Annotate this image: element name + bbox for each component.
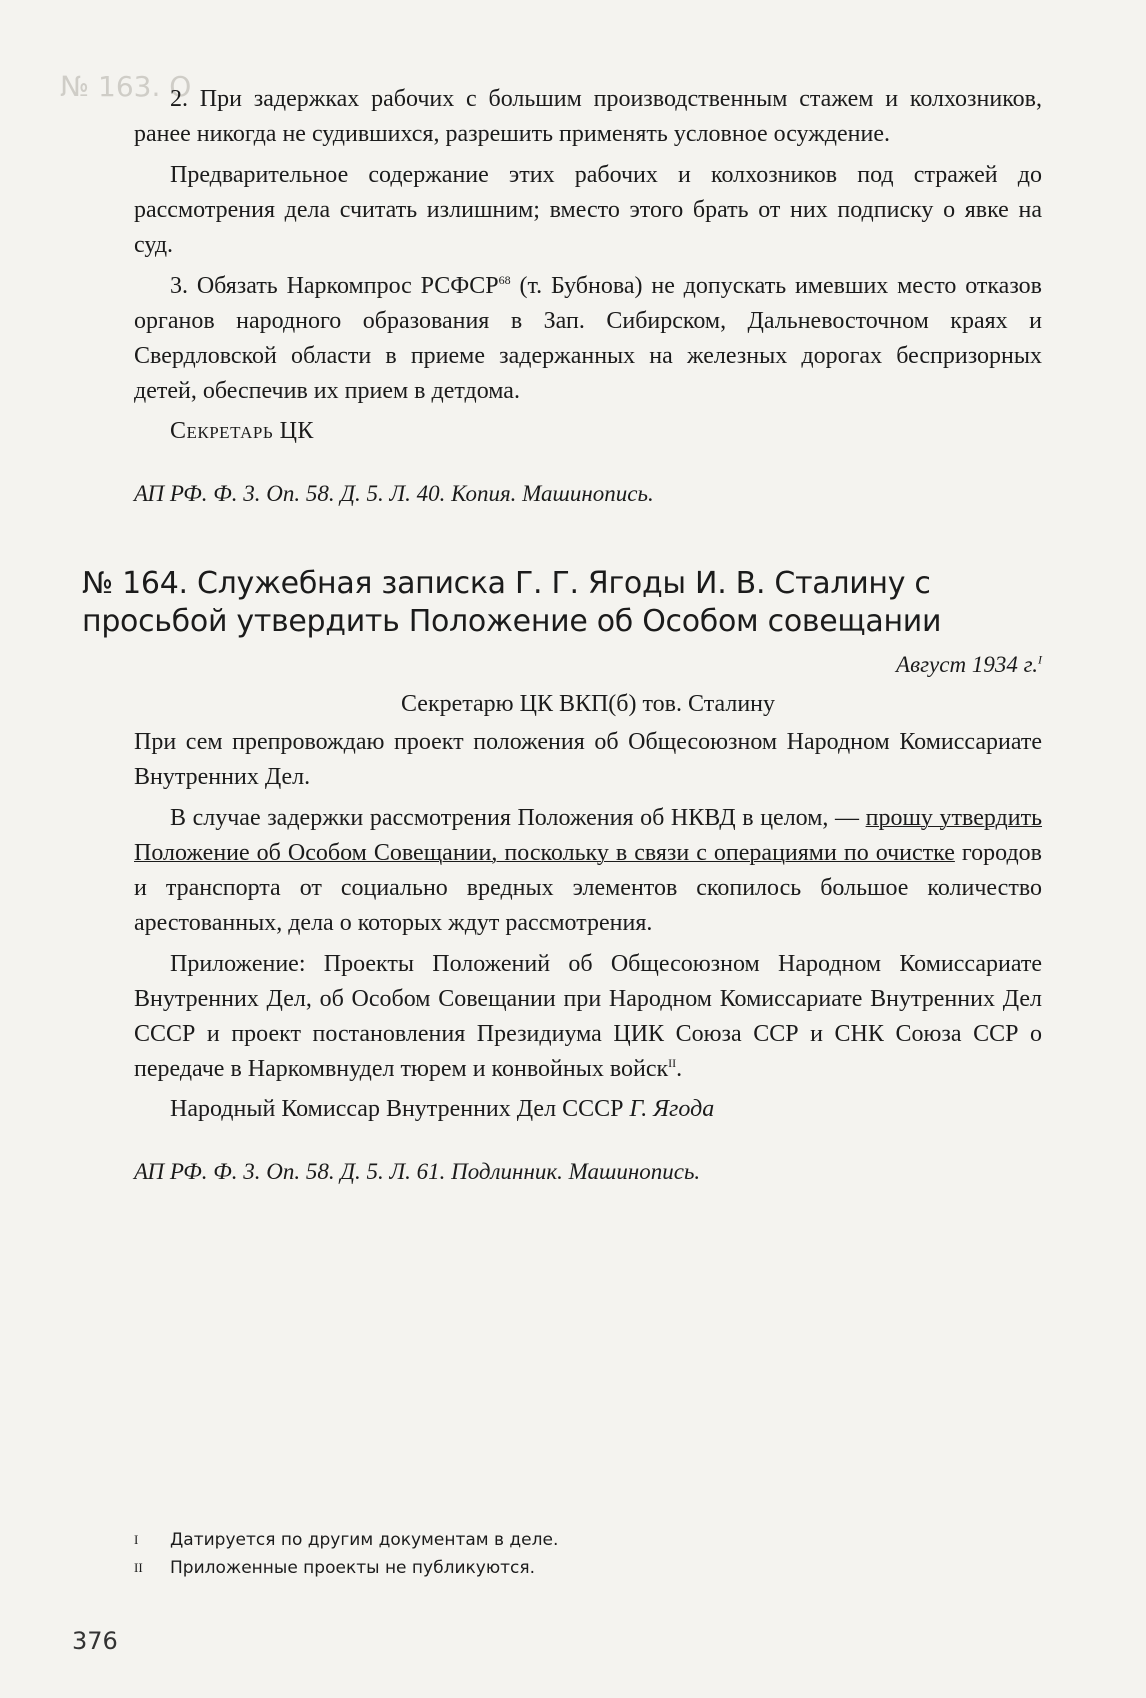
archival-source: АП РФ. Ф. 3. Оп. 58. Д. 5. Л. 40. Копия. Машинопись. (134, 481, 654, 506)
footnote (134, 1554, 558, 1582)
footnote-marker: II (668, 1056, 677, 1070)
text-run: (т. Бубнова) не допускать имевших место отказов органов народного образования в Зап. Сибирском, Дальневосточном краях и Свердловской области в приеме задержанных на железных дорогах беспризорных детей, обеспечив их прием в детдома. (134, 273, 1042, 404)
note-reference: 68 (498, 273, 511, 287)
bleed-through-decoration: № 163. О (60, 70, 192, 103)
document-date (134, 649, 1042, 681)
paragraph: Предварительное содержание этих рабочих и колхозников под стражей до рассмотрения дела считать излишним; вместо этого брать от них подписку о явке на суд. (134, 162, 1042, 258)
footnotes (134, 1526, 558, 1582)
underlined-text: прошу утвердить Положение об Особом Совещании, поскольку в связи с операциями по очистке (134, 805, 1043, 866)
paragraph: При сем препровождаю проект положения об Общесоюзном Народном Комиссариате Внутренних Дел. (134, 729, 1042, 790)
text-run: 3. Обязать Наркомпрос РСФСР (170, 273, 499, 299)
document-title: № 164. Служебная записка Г. Г. Ягоды И. В. Сталину с просьбой утвердить Положение об Особом совещании (82, 566, 942, 639)
date-text: Август 1934 г. (896, 652, 1038, 677)
footnote-marker: I (1038, 652, 1042, 667)
footnote-mark: I (134, 1532, 139, 1547)
footnote-text: Приложенные проекты не публикуются. (170, 1558, 536, 1578)
signature: Секретарь ЦК (170, 418, 314, 444)
paragraph (134, 269, 1042, 409)
addressee: Секретарю ЦК ВКП(б) тов. Сталину (400, 691, 775, 717)
signature-label: Народный Комиссар Внутренних Дел СССР (170, 1096, 630, 1122)
signature-name: Г. Ягода (629, 1096, 715, 1122)
footnote (134, 1526, 558, 1554)
text-run: . (676, 1056, 683, 1082)
paragraph (134, 947, 1042, 1087)
text-run: Приложение: Проекты Положений об Общесоюзном Народном Комиссариате Внутренних Дел, об Особом Совещании при Народном Комиссариате Внутренних Дел СССР и проект постановления Президиума ЦИК Союза ССР и СНК Союза ССР о передаче в Наркомвнудел тюрем и конвойных войск (134, 951, 1042, 1082)
paragraph: 2. При задержках рабочих с большим производственным стажем и колхозников, ранее никогда не судившихся, разрешить применять условное осуждение. (134, 86, 1042, 147)
text-run: городов и транспорта от социально вредных элементов скопилось большое количество арестованных, дела о которых ждут рассмотрения. (134, 840, 1042, 936)
footnote-mark: II (134, 1560, 143, 1575)
archival-source: АП РФ. Ф. 3. Оп. 58. Д. 5. Л. 61. Подлинник. Машинопись. (134, 1159, 701, 1184)
text-run: В случае задержки рассмотрения Положения об НКВД в целом, — (170, 805, 866, 831)
page-number: 376 (72, 1627, 118, 1655)
signature (134, 1091, 1042, 1127)
footnote-text: Датируется по другим документам в деле. (170, 1530, 559, 1550)
paragraph (134, 801, 1042, 941)
